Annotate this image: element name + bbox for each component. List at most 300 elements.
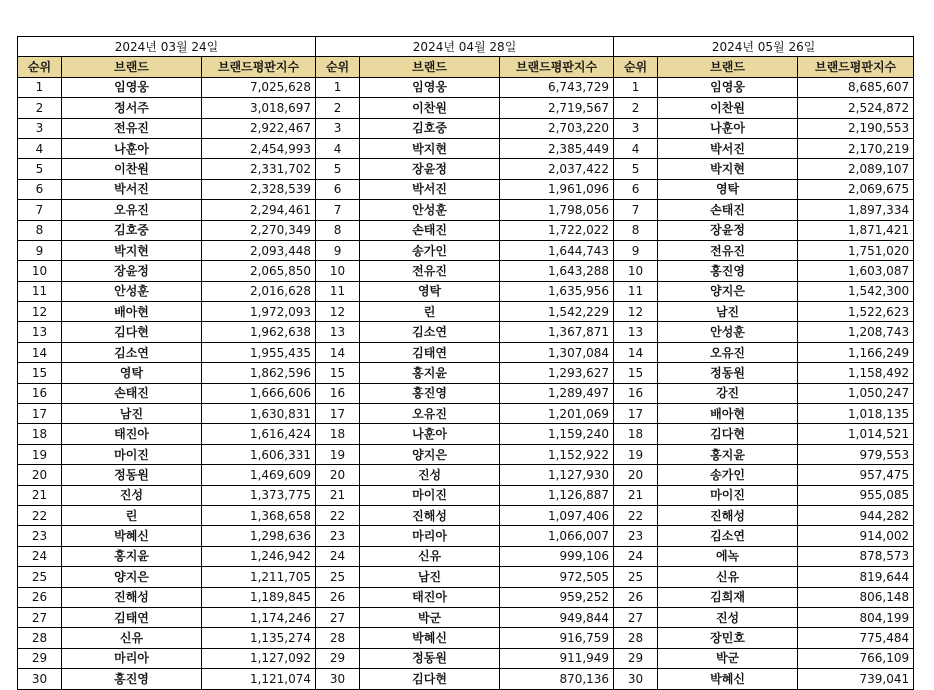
brand-cell: 마리아	[360, 526, 500, 546]
rank-cell: 15	[316, 363, 360, 383]
brand-cell: 김희재	[658, 587, 798, 607]
table-row	[18, 220, 914, 240]
rank-cell: 20	[18, 465, 62, 485]
brand-cell: 영탁	[658, 179, 798, 199]
table-row	[18, 200, 914, 220]
brand-cell: 장윤정	[658, 220, 798, 240]
brand-cell: 김소연	[658, 526, 798, 546]
rank-header: 순위	[316, 57, 360, 77]
index-cell: 1,158,492	[798, 363, 914, 383]
index-cell: 979,553	[798, 444, 914, 464]
rank-cell: 8	[18, 220, 62, 240]
rank-cell: 21	[316, 485, 360, 505]
brand-cell: 장윤정	[62, 261, 202, 281]
index-cell: 944,282	[798, 505, 914, 525]
index-cell: 1,373,775	[202, 485, 316, 505]
index-cell: 775,484	[798, 628, 914, 648]
index-cell: 1,635,956	[500, 281, 614, 301]
brand-cell: 린	[62, 505, 202, 525]
index-cell: 1,246,942	[202, 546, 316, 566]
rank-cell: 1	[316, 77, 360, 97]
index-cell: 2,069,675	[798, 179, 914, 199]
brand-cell: 홍진영	[658, 261, 798, 281]
index-header: 브랜드평판지수	[798, 57, 914, 77]
rank-cell: 9	[18, 240, 62, 260]
brand-cell: 김다현	[360, 669, 500, 689]
rank-cell: 18	[316, 424, 360, 444]
index-cell: 2,922,467	[202, 118, 316, 138]
brand-cell: 정동원	[62, 465, 202, 485]
table-row	[18, 383, 914, 403]
index-cell: 1,961,096	[500, 179, 614, 199]
table-row	[18, 648, 914, 668]
index-header: 브랜드평판지수	[202, 57, 316, 77]
brand-cell: 진해성	[658, 505, 798, 525]
brand-cell: 나훈아	[360, 424, 500, 444]
index-cell: 916,759	[500, 628, 614, 648]
index-cell: 2,170,219	[798, 138, 914, 158]
brand-cell: 진해성	[62, 587, 202, 607]
table-row	[18, 98, 914, 118]
rank-cell: 22	[316, 505, 360, 525]
table-row	[18, 261, 914, 281]
brand-cell: 박지현	[62, 240, 202, 260]
brand-cell: 양지은	[360, 444, 500, 464]
index-cell: 1,666,606	[202, 383, 316, 403]
index-cell: 1,135,274	[202, 628, 316, 648]
brand-cell: 손태진	[62, 383, 202, 403]
rank-cell: 24	[316, 546, 360, 566]
table-row	[18, 281, 914, 301]
rank-cell: 14	[18, 342, 62, 362]
index-cell: 949,844	[500, 607, 614, 627]
rank-cell: 26	[18, 587, 62, 607]
brand-cell: 박지현	[360, 138, 500, 158]
index-cell: 1,962,638	[202, 322, 316, 342]
index-cell: 7,025,628	[202, 77, 316, 97]
rank-cell: 27	[316, 607, 360, 627]
rank-cell: 28	[316, 628, 360, 648]
rank-cell: 27	[18, 607, 62, 627]
brand-cell: 전유진	[658, 240, 798, 260]
index-cell: 1,018,135	[798, 404, 914, 424]
column-header-row	[18, 57, 914, 77]
brand-cell: 장윤정	[360, 159, 500, 179]
brand-cell: 에녹	[658, 546, 798, 566]
rank-cell: 19	[18, 444, 62, 464]
brand-cell: 강진	[658, 383, 798, 403]
index-cell: 1,630,831	[202, 404, 316, 424]
brand-cell: 신유	[62, 628, 202, 648]
index-cell: 2,037,422	[500, 159, 614, 179]
rank-cell: 4	[316, 138, 360, 158]
rank-cell: 15	[614, 363, 658, 383]
brand-cell: 송가인	[360, 240, 500, 260]
index-cell: 1,307,084	[500, 342, 614, 362]
index-cell: 1,152,922	[500, 444, 614, 464]
brand-cell: 홍지윤	[62, 546, 202, 566]
rank-cell: 13	[614, 322, 658, 342]
brand-cell: 임영웅	[62, 77, 202, 97]
brand-cell: 마이진	[62, 444, 202, 464]
rank-cell: 10	[18, 261, 62, 281]
index-cell: 2,089,107	[798, 159, 914, 179]
rank-cell: 5	[614, 159, 658, 179]
rank-cell: 17	[316, 404, 360, 424]
rank-cell: 16	[18, 383, 62, 403]
brand-cell: 안성훈	[360, 200, 500, 220]
brand-cell: 김다현	[62, 322, 202, 342]
brand-cell: 임영웅	[658, 77, 798, 97]
rank-cell: 17	[614, 404, 658, 424]
table-row	[18, 77, 914, 97]
rank-cell: 16	[316, 383, 360, 403]
rank-cell: 22	[614, 505, 658, 525]
brand-cell: 태진아	[62, 424, 202, 444]
rank-cell: 29	[614, 648, 658, 668]
index-cell: 766,109	[798, 648, 914, 668]
brand-cell: 남진	[360, 567, 500, 587]
rank-cell: 7	[614, 200, 658, 220]
brand-cell: 홍지윤	[658, 444, 798, 464]
rank-cell: 6	[316, 179, 360, 199]
index-cell: 1,897,334	[798, 200, 914, 220]
brand-cell: 이찬원	[62, 159, 202, 179]
index-cell: 8,685,607	[798, 77, 914, 97]
brand-cell: 김호중	[62, 220, 202, 240]
rank-cell: 11	[614, 281, 658, 301]
rank-cell: 20	[614, 465, 658, 485]
brand-cell: 린	[360, 302, 500, 322]
index-cell: 2,385,449	[500, 138, 614, 158]
table-row	[18, 322, 914, 342]
index-cell: 1,126,887	[500, 485, 614, 505]
rank-cell: 23	[18, 526, 62, 546]
rank-cell: 1	[18, 77, 62, 97]
brand-header: 브랜드	[658, 57, 798, 77]
index-cell: 1,211,705	[202, 567, 316, 587]
brand-cell: 나훈아	[658, 118, 798, 138]
brand-cell: 배아현	[62, 302, 202, 322]
index-cell: 911,949	[500, 648, 614, 668]
brand-reputation-table	[17, 36, 914, 690]
index-cell: 2,270,349	[202, 220, 316, 240]
period-date-mar: 2024년 03월 24일	[18, 37, 316, 57]
rank-cell: 14	[614, 342, 658, 362]
brand-header: 브랜드	[62, 57, 202, 77]
rank-cell: 11	[18, 281, 62, 301]
brand-cell: 진성	[62, 485, 202, 505]
index-cell: 2,454,993	[202, 138, 316, 158]
period-date-apr: 2024년 04월 28일	[316, 37, 614, 57]
rank-cell: 7	[18, 200, 62, 220]
rank-cell: 30	[18, 669, 62, 689]
rank-header: 순위	[614, 57, 658, 77]
brand-header: 브랜드	[360, 57, 500, 77]
index-cell: 2,190,553	[798, 118, 914, 138]
rank-cell: 8	[614, 220, 658, 240]
brand-cell: 김호중	[360, 118, 500, 138]
table-row	[18, 159, 914, 179]
brand-cell: 정동원	[360, 648, 500, 668]
index-cell: 1,469,609	[202, 465, 316, 485]
index-cell: 1,542,229	[500, 302, 614, 322]
rank-cell: 30	[614, 669, 658, 689]
index-cell: 2,703,220	[500, 118, 614, 138]
rank-cell: 8	[316, 220, 360, 240]
rank-cell: 2	[614, 98, 658, 118]
period-date-row	[18, 37, 914, 57]
rank-header: 순위	[18, 57, 62, 77]
brand-cell: 홍진영	[62, 669, 202, 689]
rank-cell: 3	[316, 118, 360, 138]
index-cell: 1,127,092	[202, 648, 316, 668]
table-row	[18, 587, 914, 607]
rank-cell: 13	[18, 322, 62, 342]
brand-cell: 안성훈	[658, 322, 798, 342]
brand-cell: 전유진	[62, 118, 202, 138]
rank-cell: 6	[614, 179, 658, 199]
brand-cell: 박혜신	[360, 628, 500, 648]
index-cell: 2,719,567	[500, 98, 614, 118]
brand-cell: 오유진	[62, 200, 202, 220]
index-cell: 1,368,658	[202, 505, 316, 525]
index-cell: 806,148	[798, 587, 914, 607]
index-cell: 2,065,850	[202, 261, 316, 281]
brand-cell: 김소연	[360, 322, 500, 342]
brand-cell: 오유진	[360, 404, 500, 424]
index-cell: 878,573	[798, 546, 914, 566]
rank-cell: 25	[316, 567, 360, 587]
index-cell: 999,106	[500, 546, 614, 566]
index-cell: 914,002	[798, 526, 914, 546]
index-cell: 955,085	[798, 485, 914, 505]
brand-cell: 손태진	[360, 220, 500, 240]
index-cell: 2,328,539	[202, 179, 316, 199]
brand-cell: 신유	[658, 567, 798, 587]
index-cell: 1,293,627	[500, 363, 614, 383]
index-cell: 1,972,093	[202, 302, 316, 322]
brand-cell: 배아현	[658, 404, 798, 424]
table-row	[18, 546, 914, 566]
rank-cell: 28	[614, 628, 658, 648]
table-row	[18, 485, 914, 505]
rank-cell: 4	[614, 138, 658, 158]
index-cell: 2,331,702	[202, 159, 316, 179]
brand-cell: 이찬원	[658, 98, 798, 118]
rank-cell: 12	[316, 302, 360, 322]
rank-cell: 29	[316, 648, 360, 668]
table-row	[18, 465, 914, 485]
brand-cell: 마이진	[360, 485, 500, 505]
index-cell: 2,524,872	[798, 98, 914, 118]
index-cell: 1,367,871	[500, 322, 614, 342]
index-cell: 1,722,022	[500, 220, 614, 240]
index-cell: 1,644,743	[500, 240, 614, 260]
rank-cell: 24	[18, 546, 62, 566]
brand-cell: 김다현	[658, 424, 798, 444]
brand-cell: 손태진	[658, 200, 798, 220]
rank-cell: 28	[18, 628, 62, 648]
brand-cell: 이찬원	[360, 98, 500, 118]
brand-cell: 김태연	[62, 607, 202, 627]
brand-cell: 장민호	[658, 628, 798, 648]
table-row	[18, 628, 914, 648]
brand-cell: 김소연	[62, 342, 202, 362]
table-row	[18, 363, 914, 383]
rank-cell: 26	[316, 587, 360, 607]
rank-cell: 10	[614, 261, 658, 281]
brand-cell: 임영웅	[360, 77, 500, 97]
table-row	[18, 505, 914, 525]
period-date-may: 2024년 05월 26일	[614, 37, 914, 57]
brand-cell: 박지현	[658, 159, 798, 179]
index-cell: 2,093,448	[202, 240, 316, 260]
index-cell: 2,294,461	[202, 200, 316, 220]
index-cell: 1,121,074	[202, 669, 316, 689]
index-cell: 1,208,743	[798, 322, 914, 342]
index-cell: 1,066,007	[500, 526, 614, 546]
index-cell: 1,174,246	[202, 607, 316, 627]
rank-cell: 20	[316, 465, 360, 485]
table-row	[18, 118, 914, 138]
brand-cell: 나훈아	[62, 138, 202, 158]
brand-cell: 안성훈	[62, 281, 202, 301]
brand-cell: 전유진	[360, 261, 500, 281]
table-row	[18, 179, 914, 199]
rank-cell: 19	[316, 444, 360, 464]
index-cell: 1,542,300	[798, 281, 914, 301]
rank-cell: 16	[614, 383, 658, 403]
index-cell: 972,505	[500, 567, 614, 587]
rank-cell: 6	[18, 179, 62, 199]
brand-cell: 남진	[62, 404, 202, 424]
brand-cell: 박군	[360, 607, 500, 627]
index-cell: 1,298,636	[202, 526, 316, 546]
rank-cell: 7	[316, 200, 360, 220]
brand-cell: 태진아	[360, 587, 500, 607]
index-cell: 870,136	[500, 669, 614, 689]
index-cell: 1,166,249	[798, 342, 914, 362]
brand-cell: 신유	[360, 546, 500, 566]
brand-cell: 진성	[360, 465, 500, 485]
rank-cell: 26	[614, 587, 658, 607]
rank-cell: 17	[18, 404, 62, 424]
rank-cell: 13	[316, 322, 360, 342]
index-cell: 1,289,497	[500, 383, 614, 403]
brand-cell: 홍진영	[360, 383, 500, 403]
index-cell: 959,252	[500, 587, 614, 607]
brand-cell: 진해성	[360, 505, 500, 525]
rank-cell: 23	[614, 526, 658, 546]
table-row	[18, 404, 914, 424]
index-cell: 2,016,628	[202, 281, 316, 301]
index-cell: 1,751,020	[798, 240, 914, 260]
index-cell: 819,644	[798, 567, 914, 587]
index-cell: 1,050,247	[798, 383, 914, 403]
brand-cell: 박서진	[658, 138, 798, 158]
rank-cell: 27	[614, 607, 658, 627]
brand-cell: 박군	[658, 648, 798, 668]
rank-cell: 21	[614, 485, 658, 505]
rank-cell: 19	[614, 444, 658, 464]
index-cell: 957,475	[798, 465, 914, 485]
brand-cell: 남진	[658, 302, 798, 322]
index-cell: 1,127,930	[500, 465, 614, 485]
brand-cell: 홍지윤	[360, 363, 500, 383]
brand-cell: 박서진	[62, 179, 202, 199]
rank-cell: 3	[18, 118, 62, 138]
table-row	[18, 567, 914, 587]
rank-cell: 2	[316, 98, 360, 118]
rank-cell: 1	[614, 77, 658, 97]
brand-cell: 박혜신	[62, 526, 202, 546]
brand-cell: 영탁	[62, 363, 202, 383]
table-row	[18, 424, 914, 444]
index-cell: 1,603,087	[798, 261, 914, 281]
index-cell: 1,616,424	[202, 424, 316, 444]
rank-cell: 23	[316, 526, 360, 546]
rank-cell: 5	[316, 159, 360, 179]
brand-cell: 마리아	[62, 648, 202, 668]
index-cell: 804,199	[798, 607, 914, 627]
brand-cell: 양지은	[62, 567, 202, 587]
index-cell: 6,743,729	[500, 77, 614, 97]
rank-cell: 9	[316, 240, 360, 260]
table-row	[18, 342, 914, 362]
brand-cell: 영탁	[360, 281, 500, 301]
index-cell: 1,955,435	[202, 342, 316, 362]
brand-cell: 송가인	[658, 465, 798, 485]
rank-cell: 14	[316, 342, 360, 362]
index-cell: 1,862,596	[202, 363, 316, 383]
rank-cell: 21	[18, 485, 62, 505]
index-cell: 1,201,069	[500, 404, 614, 424]
rank-cell: 29	[18, 648, 62, 668]
brand-cell: 박혜신	[658, 669, 798, 689]
table-row	[18, 526, 914, 546]
brand-cell: 정서주	[62, 98, 202, 118]
brand-cell: 오유진	[658, 342, 798, 362]
index-cell: 1,643,288	[500, 261, 614, 281]
rank-cell: 30	[316, 669, 360, 689]
rank-cell: 12	[614, 302, 658, 322]
index-cell: 1,189,845	[202, 587, 316, 607]
rank-cell: 18	[18, 424, 62, 444]
brand-cell: 김태연	[360, 342, 500, 362]
index-cell: 1,014,521	[798, 424, 914, 444]
rank-cell: 25	[614, 567, 658, 587]
rank-cell: 12	[18, 302, 62, 322]
brand-cell: 진성	[658, 607, 798, 627]
index-cell: 3,018,697	[202, 98, 316, 118]
rank-cell: 9	[614, 240, 658, 260]
rank-cell: 3	[614, 118, 658, 138]
rank-cell: 4	[18, 138, 62, 158]
index-cell: 1,522,623	[798, 302, 914, 322]
rank-cell: 22	[18, 505, 62, 525]
table-row	[18, 607, 914, 627]
table-row	[18, 302, 914, 322]
rank-cell: 5	[18, 159, 62, 179]
table-row	[18, 444, 914, 464]
table-row	[18, 138, 914, 158]
rank-cell: 10	[316, 261, 360, 281]
index-header: 브랜드평판지수	[500, 57, 614, 77]
brand-cell: 마이진	[658, 485, 798, 505]
index-cell: 1,798,056	[500, 200, 614, 220]
rank-cell: 11	[316, 281, 360, 301]
